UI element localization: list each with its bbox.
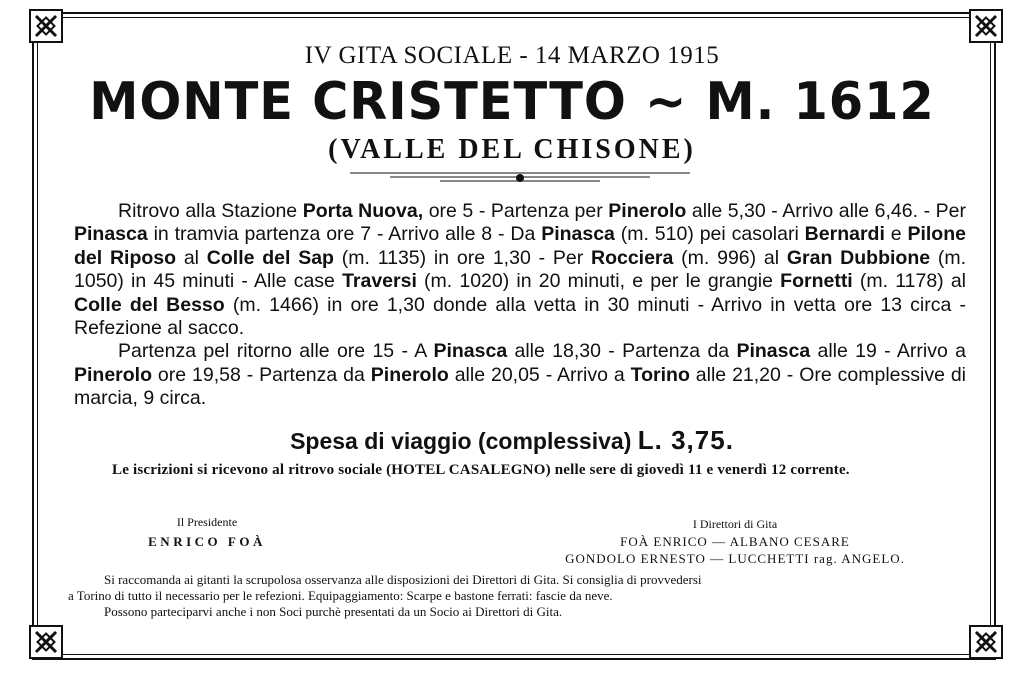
place-name: Pinerolo [74, 363, 153, 386]
cost-label: Spesa di viaggio (complessiva) [290, 428, 632, 454]
trip-cost [0, 425, 1024, 456]
place-name: Pinerolo [370, 363, 449, 386]
place-name: Pilone del Riposo [74, 223, 966, 269]
corner-ornament-icon [968, 624, 1004, 660]
itinerary-text-segment: alle 21,20 - Ore complessive di marcia, 9 circa. [74, 363, 967, 410]
place-name: Traversi [342, 270, 417, 293]
place-name: Torino [630, 363, 690, 386]
place-name: Rocciera [590, 246, 674, 269]
place-name: Pinasca [736, 340, 811, 363]
place-name: Colle del Besso [74, 293, 225, 316]
directors-names-line-2: GONDOLO ERNESTO — LUCCHETTI rag. ANGELO. [565, 551, 905, 566]
itinerary-text-segment: e [884, 223, 908, 246]
itinerary-text-segment: alle 5,30 - Arrivo alle 6,46. - Per [686, 200, 966, 222]
event-heading: IV GITA SOCIALE - 14 MARZO 1915 [304, 42, 720, 69]
itinerary-text-segment: alle 18,30 - Partenza da [507, 340, 737, 363]
itinerary-text-segment: (m. 1050) in 45 minuti - Alle case [74, 246, 967, 293]
place-name: Pinasca [74, 223, 148, 246]
directors-names-line-1: FOÀ ENRICO — ALBANO CESARE [620, 534, 850, 549]
itinerary-text-segment: ore 5 - Partenza per [423, 200, 609, 222]
subtitle: (VALLE DEL CHISONE) [328, 134, 696, 165]
recommendations-notes [68, 572, 968, 620]
itinerary-text-segment: (m. 1178) al [852, 270, 966, 293]
place-name: Porta Nuova, [302, 200, 424, 222]
itinerary-text-segment: alle 20,05 - Arrivo a [448, 363, 631, 386]
directors-title: I Direttori di Gita [692, 517, 778, 531]
place-name: Pinasca [541, 223, 615, 246]
note-line: a Torino di tutto il necessario per le refezioni. Equipaggiamento: Scarpe e bastone ferrati: fascie da neve. [68, 588, 613, 603]
place-name: Pinasca [433, 340, 508, 363]
itinerary-text [74, 200, 966, 411]
itinerary-text-segment: in tramvia partenza ore 7 - Arrivo alle 8 - Da [147, 223, 542, 246]
president-signature [122, 513, 292, 551]
itinerary-text-segment: Ritrovo alla Stazione [118, 200, 303, 222]
note-line: Possono parteciparvi anche i non Soci purchè presentati da un Socio ai Direttori di Gita. [104, 604, 563, 619]
corner-ornament-icon [28, 8, 64, 44]
place-name: Fornetti [780, 270, 853, 293]
itinerary-text-segment: al [176, 246, 207, 269]
place-name: Gran Dubbione [786, 246, 931, 269]
place-name: Pinerolo [608, 200, 687, 222]
corner-ornament-icon [28, 624, 64, 660]
itinerary-paragraph-outbound [74, 200, 966, 340]
president-title: Il Presidente [176, 515, 238, 529]
itinerary-text-segment: Partenza pel ritorno alle ore 15 - A [118, 340, 434, 363]
divider-ornament-icon [350, 168, 690, 184]
itinerary-text-segment: alle 19 - Arrivo a [810, 340, 966, 363]
itinerary-text-segment: (m. 996) al [673, 246, 787, 269]
cost-amount: L. 3,75. [637, 425, 734, 455]
president-name: ENRICO FOÀ [148, 534, 266, 549]
itinerary-text-segment: (m. 1135) in ore 1,30 - Per [333, 246, 591, 269]
enrollment-notice: Le iscrizioni si ricevono al ritrovo sociale (HOTEL CASALEGNO) nelle sere di giovedì 11 e venerdì 12 corrente. [112, 462, 850, 478]
itinerary-paragraph-return [74, 340, 966, 410]
note-line: Si raccomanda ai gitanti la scrupolosa osservanza alle disposizioni dei Direttori di Gita. Si consiglia di provvedersi [104, 572, 702, 587]
itinerary-text-segment: (m. 1020) in 20 minuti, e per le grangie [416, 270, 781, 293]
itinerary-text-segment: (m. 510) pei casolari [614, 223, 805, 246]
directors-signature [500, 516, 970, 567]
corner-ornament-icon [968, 8, 1004, 44]
page-title: MONTE CRISTETTO ~ M. 1612 [89, 72, 935, 132]
place-name: Bernardi [804, 223, 885, 246]
itinerary-text-segment: ore 19,58 - Partenza da [152, 363, 371, 386]
itinerary-text-segment: (m. 1466) in ore 1,30 donde alla vetta in 30 minuti - Arrivo in vetta ore 13 circa - Refezione al sacco. [74, 293, 966, 340]
place-name: Colle del Sap [206, 246, 334, 269]
